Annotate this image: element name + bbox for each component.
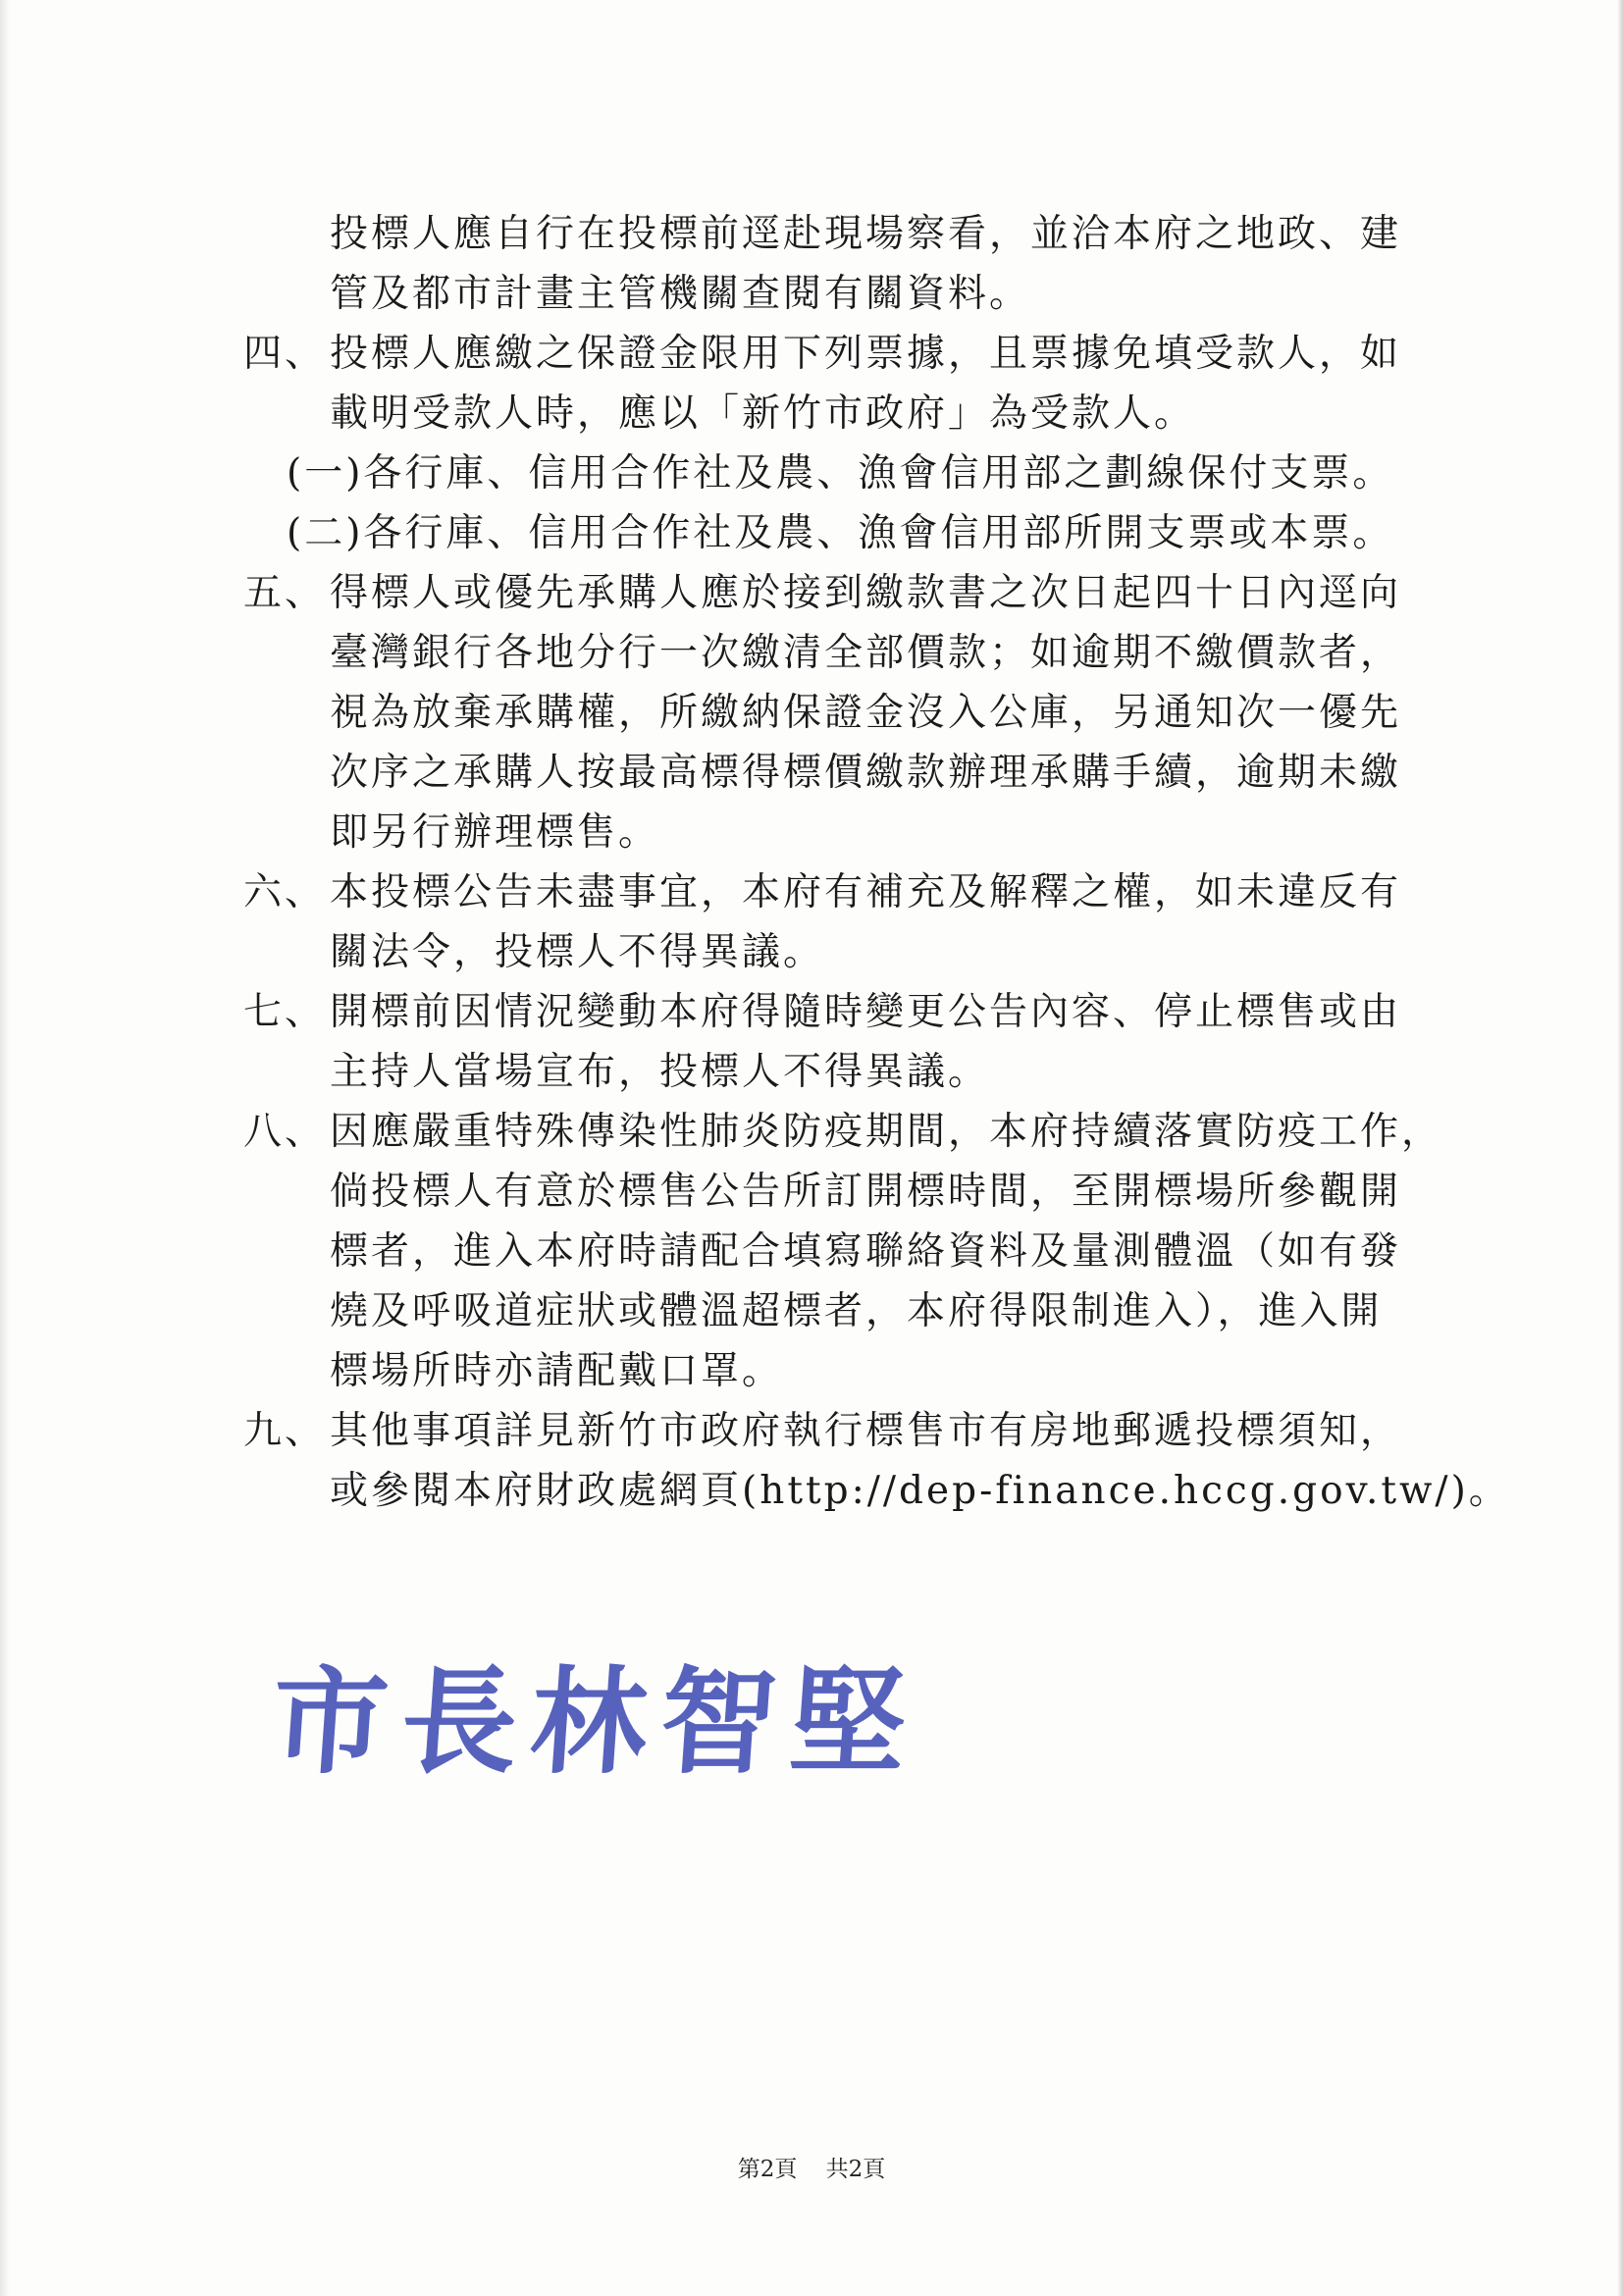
page-number: 第2頁 <box>737 2157 798 2182</box>
clause-4-subitem-1 <box>243 444 1460 503</box>
text-line: 視為放棄承購權，所繳納保證金沒入公庫，另通知次一優先 <box>330 691 1402 735</box>
clause-marker: 六、 <box>243 870 327 914</box>
scan-edge-left <box>0 0 10 2296</box>
text-line: 標者，進入本府時請配合填寫聯絡資料及量測體溫（如有發 <box>330 1229 1402 1274</box>
text-line: 其他事項詳見新竹市政府執行標售市有房地郵遞投標須知， <box>330 1409 1402 1453</box>
clause-marker: 五、 <box>243 571 327 615</box>
page-total: 共2頁 <box>825 2157 886 2182</box>
clause-marker: 八、 <box>243 1110 327 1154</box>
subitem-text: (二)各行庫、信用合作社及農、漁會信用部所開支票或本票。 <box>287 511 1394 555</box>
text-line: 管及都市計畫主管機關查閱有關資料。 <box>330 272 1031 316</box>
text-line: 標場所時亦請配戴口罩。 <box>330 1349 784 1393</box>
text-line: 倘投標人有意於標售公告所訂開標時間，至開標場所參觀開 <box>330 1170 1402 1214</box>
text-line: 因應嚴重特殊傳染性肺炎防疫期間，本府持續落實防疫工作， <box>330 1110 1443 1154</box>
continuation-paragraph <box>243 204 1460 324</box>
text-line: 次序之承購人按最高標得標價繳款辦理承購手續，逾期未繳 <box>330 751 1402 795</box>
text-line: 得標人或優先承購人應於接到繳款書之次日起四十日內逕向 <box>330 571 1402 615</box>
clause-marker: 七、 <box>243 990 327 1034</box>
text-line: 投標人應自行在投標前逕赴現場察看，並洽本府之地政、建 <box>330 212 1402 256</box>
text-line: 本投標公告未盡事宜，本府有補充及解釋之權，如未違反有 <box>330 870 1402 914</box>
clause-marker: 九、 <box>243 1409 327 1453</box>
text-line: 投標人應繳之保證金限用下列票據，且票據免填受款人，如 <box>330 332 1402 376</box>
text-line: 關法令，投標人不得異議。 <box>330 930 825 974</box>
page-footer <box>0 2151 1623 2183</box>
text-line: 或參閱本府財政處網頁(http://dep-finance.hccg.gov.tw/)。 <box>330 1469 1510 1513</box>
text-line: 主持人當場宣布，投標人不得異議。 <box>330 1050 990 1094</box>
scan-edge-right <box>1617 0 1623 2296</box>
clause-5 <box>243 563 1460 862</box>
clause-6 <box>243 862 1460 982</box>
text-line: 燒及呼吸道症狀或體溫超標者，本府得限制進入），進入開 <box>330 1289 1383 1333</box>
text-line: 臺灣銀行各地分行一次繳清全部價款；如逾期不繳價款者， <box>330 631 1402 675</box>
clause-7 <box>243 982 1460 1102</box>
clause-4 <box>243 324 1460 444</box>
document-body <box>243 204 1510 1521</box>
clause-9 <box>243 1401 1510 1521</box>
subitem-text: (一)各行庫、信用合作社及農、漁會信用部之劃線保付支票。 <box>287 451 1394 496</box>
clause-marker: 四、 <box>243 332 327 376</box>
text-line: 載明受款人時，應以「新竹市政府」為受款人。 <box>330 391 1196 436</box>
clause-8 <box>243 1102 1460 1401</box>
mayor-signature-stamp: 市長林智堅 <box>267 1653 925 1790</box>
text-line: 即另行辦理標售。 <box>330 810 660 855</box>
text-line: 開標前因情況變動本府得隨時變更公告內容、停止標售或由 <box>330 990 1402 1034</box>
clause-4-subitem-2 <box>243 503 1460 563</box>
